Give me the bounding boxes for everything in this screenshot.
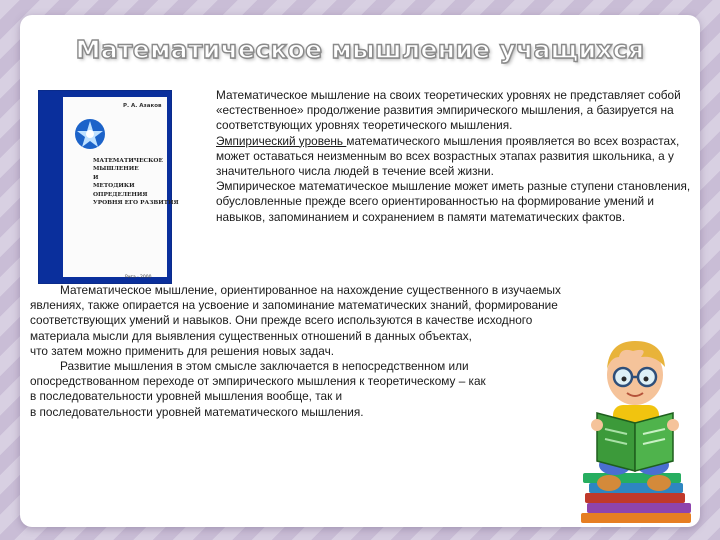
- book-cover-panel: [63, 97, 179, 280]
- paragraph-empirical-stages: Эмпирическое математическое мышление может иметь разные ступени становления, обусловленные прежде всего ориентированностью на формирование умений и навыков, запоминанием и сохранением в памяти математических фактов.: [216, 179, 691, 224]
- text-line: Развитие мышления в этом смысле заключается в непосредственном или: [60, 359, 469, 374]
- text-line: в последовательности уровней мышления вообще, так и: [30, 389, 343, 404]
- book-author: Р. А. Азаков: [123, 103, 162, 109]
- text-line: в последовательности уровней математического мышления.: [30, 404, 364, 419]
- book-title: [93, 157, 189, 207]
- paragraph-theoretical: Математическое мышление на своих теоретических уровнях не представляет собой «естественное» продолжение развития эмпирического мышления, а базируется на соответствующих уровнях теоретического мышления.: [216, 88, 681, 133]
- text-line: Математическое мышление, ориентированное на нахождение существенного в изучаемых: [60, 283, 561, 297]
- book-title-line: МАТЕМАТИЧЕСКОЕ: [93, 158, 163, 164]
- empirical-level-term: Эмпирический уровень: [216, 133, 347, 148]
- text-line: материала мысли для выявления существенных отношений в данных объектах,: [30, 328, 472, 343]
- star-emblem-icon: [73, 117, 107, 151]
- text-line: явлениях, также опирается на усвоение и запоминание математических знаний, формирование: [30, 298, 558, 313]
- text-line: что затем можно применить для решения новых задач.: [30, 343, 335, 358]
- slide-card: [20, 15, 700, 527]
- text-line: опосредствованном переходе от эмпирического мышления к теоретическому – как: [30, 374, 486, 389]
- text-block-right: [186, 88, 694, 225]
- book-title-line: УРОВНЯ ЕГО РАЗВИТИЯ: [93, 200, 179, 207]
- book-title-line: И: [93, 174, 99, 181]
- book-footer: Рига · 2000: [125, 275, 152, 280]
- slide-title: Математическое мышление учащихся: [75, 35, 645, 64]
- empirical-level-text: математического мышления проявляется во всех возрастах, может оставаться неизменным во всех возрастных этапах развития школьника, а у значительного числа людей в течение всей жизни.: [216, 133, 680, 179]
- boy-reading-book-illustration: [575, 333, 700, 527]
- paragraph-empirical-level: [186, 134, 694, 180]
- book-cover-image: [38, 90, 179, 284]
- text-line: соответствующих умений и навыков. Они прежде всего используются в качестве исходного: [30, 313, 533, 328]
- book-title-line: МЫШЛЕНИЕ: [93, 166, 139, 173]
- book-title-line: МЕТОДИКИ ОПРЕДЕЛЕНИЯ: [93, 183, 148, 198]
